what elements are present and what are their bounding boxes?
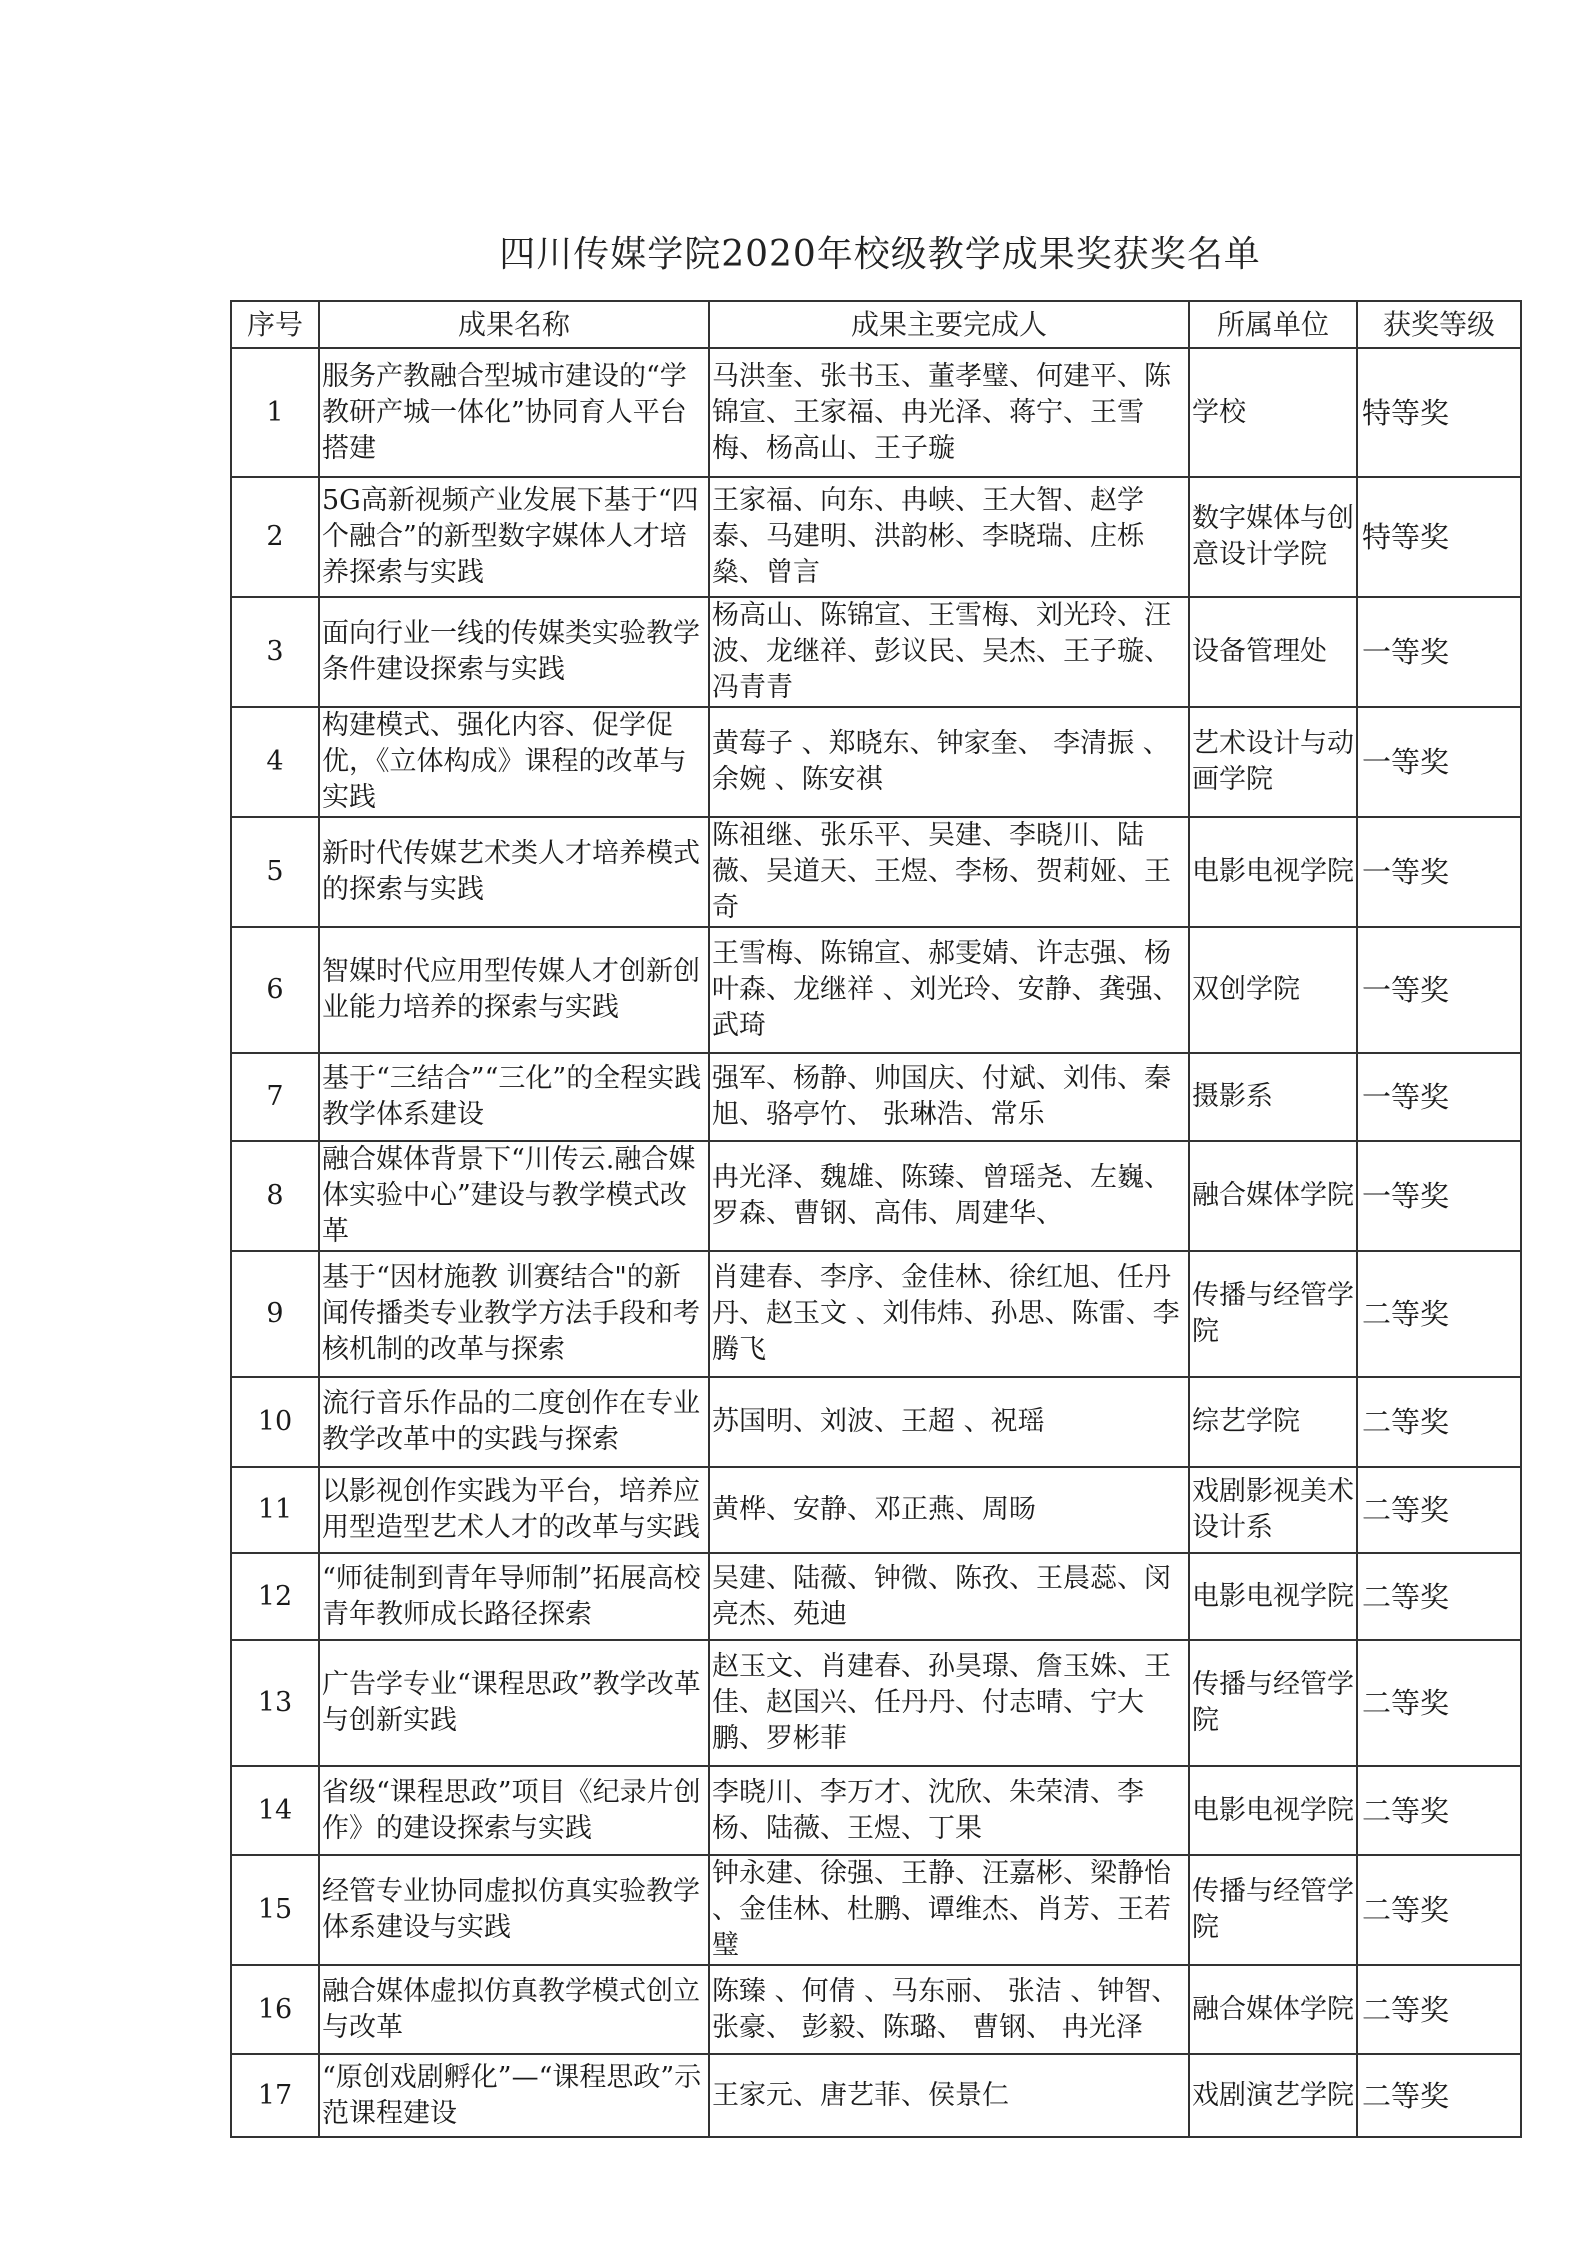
achievement-name: 基于“因材施教 训赛结合"的新闻传播类专业教学方法手段和考核机制的改革与探索 (319, 1251, 709, 1377)
table-row (231, 477, 1521, 597)
award-level: 一等奖 (1357, 817, 1521, 927)
header-people: 成果主要完成人 (709, 301, 1189, 348)
award-level: 一等奖 (1357, 597, 1521, 707)
department: 戏剧演艺学院 (1189, 2054, 1357, 2137)
table-row (231, 348, 1521, 477)
completers: 陈臻 、何倩 、马东丽、 张洁 、钟智、张豪、 彭毅、陈璐、 曹钢、 冉光泽 (709, 1965, 1189, 2054)
department: 双创学院 (1189, 927, 1357, 1053)
award-level: 特等奖 (1357, 348, 1521, 477)
award-level: 一等奖 (1357, 707, 1521, 817)
completers: 强军、杨静、帅国庆、付斌、刘伟、秦旭、骆亭竹、 张琳浩、常乐 (709, 1053, 1189, 1141)
row-number: 2 (231, 477, 319, 597)
achievement-name: 经管专业协同虚拟仿真实验教学体系建设与实践 (319, 1855, 709, 1965)
department: 电影电视学院 (1189, 1766, 1357, 1855)
completers: 李晓川、李万才、沈欣、朱荣清、李杨、陆薇、王煜、丁果 (709, 1766, 1189, 1855)
department: 戏剧影视美术设计系 (1189, 1467, 1357, 1553)
achievement-name: 构建模式、强化内容、促学促优，《立体构成》课程的改革与实践 (319, 707, 709, 817)
department: 传播与经管学院 (1189, 1251, 1357, 1377)
achievement-name: 服务产教融合型城市建设的“学教研产城一体化”协同育人平台搭建 (319, 348, 709, 477)
table-row (231, 1251, 1521, 1377)
table-row (231, 1141, 1521, 1251)
award-level: 二等奖 (1357, 2054, 1521, 2137)
table-row (231, 597, 1521, 707)
award-level: 二等奖 (1357, 1553, 1521, 1640)
table-row (231, 1640, 1521, 1766)
table-row (231, 927, 1521, 1053)
row-number: 17 (231, 2054, 319, 2137)
achievement-name: 面向行业一线的传媒类实验教学条件建设探索与实践 (319, 597, 709, 707)
completers: 吴建、陆薇、钟微、陈孜、王晨蕊、闵亮杰、苑迪 (709, 1553, 1189, 1640)
page-title: 四川传媒学院2020年校级教学成果奖获奖名单 (499, 234, 1261, 275)
table-header-row (231, 301, 1521, 348)
department: 设备管理处 (1189, 597, 1357, 707)
table-row (231, 1766, 1521, 1855)
department: 传播与经管学院 (1189, 1640, 1357, 1766)
achievement-name: “师徒制到青年导师制”拓展高校青年教师成长路径探索 (319, 1553, 709, 1640)
department: 电影电视学院 (1189, 817, 1357, 927)
award-level: 二等奖 (1357, 1251, 1521, 1377)
completers: 陈祖继、张乐平、吴建、李晓川、陆薇、吴道天、王煜、李杨、贺莉娅、王奇 (709, 817, 1189, 927)
table-row (231, 707, 1521, 817)
department: 融合媒体学院 (1189, 1965, 1357, 2054)
row-number: 14 (231, 1766, 319, 1855)
row-number: 13 (231, 1640, 319, 1766)
row-number: 15 (231, 1855, 319, 1965)
award-level: 特等奖 (1357, 477, 1521, 597)
award-level: 二等奖 (1357, 1377, 1521, 1467)
department: 电影电视学院 (1189, 1553, 1357, 1640)
achievement-name: 融合媒体虚拟仿真教学模式创立与改革 (319, 1965, 709, 2054)
department: 艺术设计与动画学院 (1189, 707, 1357, 817)
achievement-name: 省级“课程思政”项目《纪录片创作》的建设探索与实践 (319, 1766, 709, 1855)
award-level: 二等奖 (1357, 1855, 1521, 1965)
achievement-name: 智媒时代应用型传媒人才创新创业能力培养的探索与实践 (319, 927, 709, 1053)
table-row (231, 1377, 1521, 1467)
completers: 黄莓子 、郑晓东、钟家奎、 李清振 、余婉 、陈安祺 (709, 707, 1189, 817)
completers: 王雪梅、陈锦宣、郝雯婧、许志强、杨叶森、龙继祥 、刘光玲、安静、龚强、武琦 (709, 927, 1189, 1053)
completers: 肖建春、李序、金佳林、徐红旭、任丹丹、赵玉文 、刘伟炜、孙思、陈雷、李腾飞 (709, 1251, 1189, 1377)
achievement-name: 以影视创作实践为平台，培养应用型造型艺术人才的改革与实践 (319, 1467, 709, 1553)
completers: 冉光泽、魏雄、陈臻、曾瑶尧、左巍、罗森、曹钢、高伟、周建华、 (709, 1141, 1189, 1251)
row-number: 1 (231, 348, 319, 477)
completers: 苏国明、刘波、王超 、祝瑶 (709, 1377, 1189, 1467)
completers: 赵玉文、肖建春、孙昊璟、詹玉姝、王佳、赵国兴、任丹丹、付志晴、宁大鹏、罗彬菲 (709, 1640, 1189, 1766)
row-number: 5 (231, 817, 319, 927)
row-number: 16 (231, 1965, 319, 2054)
department: 数字媒体与创意设计学院 (1189, 477, 1357, 597)
achievement-name: 广告学专业“课程思政”教学改革与创新实践 (319, 1640, 709, 1766)
award-level: 二等奖 (1357, 1640, 1521, 1766)
achievement-name: 新时代传媒艺术类人才培养模式的探索与实践 (319, 817, 709, 927)
award-level: 二等奖 (1357, 1965, 1521, 2054)
department: 学校 (1189, 348, 1357, 477)
header-level: 获奖等级 (1357, 301, 1521, 348)
achievement-name: 融合媒体背景下“川传云.融合媒体实验中心”建设与教学模式改革 (319, 1141, 709, 1251)
table-row (231, 1053, 1521, 1141)
completers: 马洪奎、张书玉、董孝璧、何建平、陈锦宣、王家福、冉光泽、蒋宁、王雪梅、杨高山、王子璇 (709, 348, 1189, 477)
completers: 杨高山、陈锦宣、王雪梅、刘光玲、汪波、龙继祥、彭议民、吴杰、王子璇、冯青青 (709, 597, 1189, 707)
achievement-name: 5G高新视频产业发展下基于“四个融合”的新型数字媒体人才培养探索与实践 (319, 477, 709, 597)
header-no: 序号 (231, 301, 319, 348)
award-level: 一等奖 (1357, 927, 1521, 1053)
table-row (231, 1965, 1521, 2054)
award-level: 二等奖 (1357, 1467, 1521, 1553)
department: 综艺学院 (1189, 1377, 1357, 1467)
department: 摄影系 (1189, 1053, 1357, 1141)
header-unit: 所属单位 (1189, 301, 1357, 348)
row-number: 11 (231, 1467, 319, 1553)
department: 传播与经管学院 (1189, 1855, 1357, 1965)
completers: 王家元、唐艺菲、侯景仁 (709, 2054, 1189, 2137)
award-level: 二等奖 (1357, 1766, 1521, 1855)
table-row (231, 1855, 1521, 1965)
row-number: 12 (231, 1553, 319, 1640)
table-row (231, 1553, 1521, 1640)
row-number: 7 (231, 1053, 319, 1141)
achievement-name: “原创戏剧孵化”—“课程思政”示范课程建设 (319, 2054, 709, 2137)
table-row (231, 1467, 1521, 1553)
table-row (231, 2054, 1521, 2137)
completers: 黄桦、安静、邓正燕、周旸 (709, 1467, 1189, 1553)
award-level: 一等奖 (1357, 1141, 1521, 1251)
award-level: 一等奖 (1357, 1053, 1521, 1141)
award-table (230, 300, 1522, 2138)
header-name: 成果名称 (319, 301, 709, 348)
achievement-name: 基于“三结合”“三化”的全程实践教学体系建设 (319, 1053, 709, 1141)
row-number: 3 (231, 597, 319, 707)
department: 融合媒体学院 (1189, 1141, 1357, 1251)
completers: 王家福、向东、冉峡、王大智、赵学泰、马建明、洪韵彬、李晓瑞、庄栎燊、曾言 (709, 477, 1189, 597)
row-number: 9 (231, 1251, 319, 1377)
achievement-name: 流行音乐作品的二度创作在专业教学改革中的实践与探索 (319, 1377, 709, 1467)
row-number: 4 (231, 707, 319, 817)
row-number: 6 (231, 927, 319, 1053)
row-number: 10 (231, 1377, 319, 1467)
table-row (231, 817, 1521, 927)
completers: 钟永建、徐强、王静、汪嘉彬、梁静怡 、金佳林、杜鹏、谭维杰、肖芳、王若璧 (709, 1855, 1189, 1965)
row-number: 8 (231, 1141, 319, 1251)
